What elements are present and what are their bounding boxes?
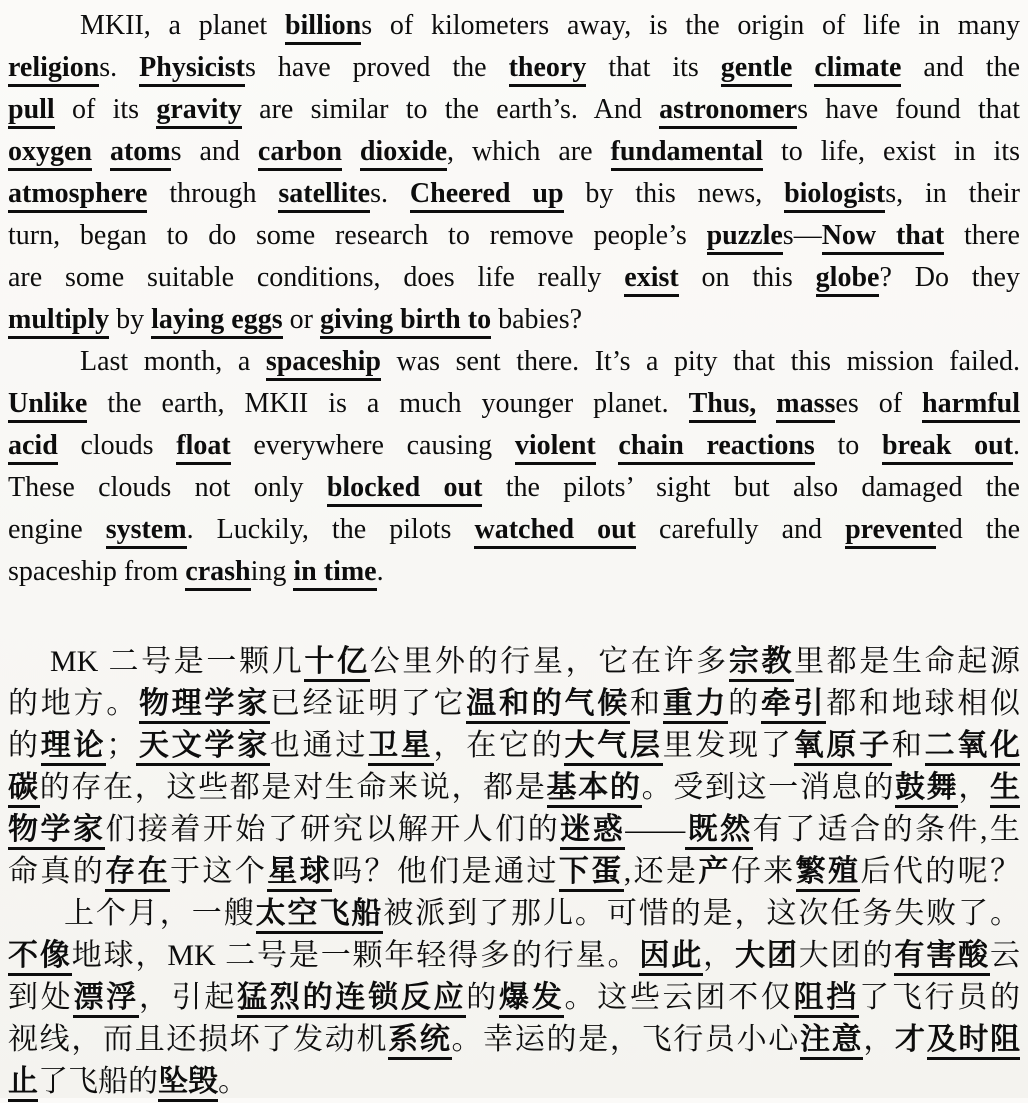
text-run: 都和地球相似 [826,687,1021,720]
vocab-term: prevent [845,514,936,549]
text-run: 被派到了那儿。可惜的是，这次任务失败了。 [383,897,1021,930]
text-run: ,还是 [623,855,699,888]
text-run: 已经证明了它 [269,687,467,720]
chinese-paragraph-1 [8,641,1020,893]
text-run [756,388,776,419]
text-run [596,430,619,461]
text-run: are similar to the earth’s. And [241,94,660,125]
vocab-term: 止 [8,1065,38,1102]
text-run: 命真的 [8,855,106,888]
vocab-term: 碳 [8,771,40,808]
vocab-term: Cheered up [410,178,564,213]
vocab-term: 星球 [267,855,332,892]
vocab-term: 猛烈的连锁反应 [237,981,466,1018]
text-run: ，引起 [138,981,238,1014]
text-run: . [1013,430,1021,461]
text-run: through [147,178,279,209]
text-run: 有了适合的条件,生 [752,813,1021,846]
vocab-term: 漂浮 [73,981,138,1018]
text-run: 里发现了 [662,729,794,762]
vocab-term: atmosphere [8,178,147,213]
english-paragraph-2 [8,341,1020,593]
text-line [8,935,1020,977]
text-run: . [376,556,384,587]
vocab-term: Now that [822,220,945,255]
vocab-term: chain reactions [618,430,814,465]
text-run: spaceship from [8,556,186,587]
vocab-term: oxygen [8,136,92,171]
english-paragraph-1 [8,5,1020,341]
text-run: ? Do they [879,262,1020,293]
vocab-term: theory [509,52,587,87]
text-run: s— [782,220,822,251]
vocab-term: 牵引 [761,687,826,724]
text-line [8,977,1020,1019]
text-run: 大团的 [798,939,895,972]
vocab-term: 鼓舞 [895,771,958,808]
text-run: 的 [466,981,500,1014]
vocab-term: 物学家 [8,813,105,850]
text-line [8,173,1020,215]
vocab-term: acid [8,430,58,465]
text-line [8,1019,1020,1061]
vocab-term: 温和的气候 [466,687,630,724]
text-run: by this news, [563,178,785,209]
text-run: by [109,304,152,335]
text-run: clouds [57,430,177,461]
vocab-term: 重力 [663,687,728,724]
vocab-term: billion [285,10,361,45]
text-run: there [944,220,1020,251]
text-run: 了飞船的 [38,1065,158,1098]
vocab-term: 十亿 [304,645,369,682]
vocab-term: satellite [278,178,370,213]
text-run: . Luckily, the pilots [186,514,475,545]
vocab-term: 迷惑 [560,813,625,850]
text-run: , which are [447,136,611,167]
text-line [8,215,1020,257]
text-run: 仔来 [730,855,796,888]
vocab-term: 产 [698,855,731,888]
vocab-term: float [176,430,230,465]
text-run: 和 [629,687,663,720]
text-line [8,89,1020,131]
vocab-term: 存在 [105,855,170,892]
vocab-term: dioxide [360,136,447,171]
text-run: or [282,304,320,335]
vocab-term: in time [293,556,376,591]
vocab-term: Physicist [139,52,245,87]
vocab-term: puzzle [707,220,783,255]
text-run: ing [250,556,294,587]
text-line [8,809,1020,851]
text-line [8,851,1020,893]
text-run [342,136,360,167]
text-run: on this [678,262,816,293]
text-run [92,136,110,167]
text-run: ，在它的 [433,729,565,762]
vocab-term: blocked out [327,472,483,507]
vocab-term: climate [814,52,901,87]
text-run: everywhere causing [230,430,515,461]
text-run: to [814,430,882,461]
text-run: MKII, a planet [80,10,285,41]
text-run: 吗？他们是通过 [332,855,559,888]
vocab-term: 下蛋 [559,855,624,892]
vocab-term: 基本的 [547,771,642,808]
vocab-term: religion [8,52,99,87]
vocab-term: 不像 [8,939,72,976]
text-line [8,425,1020,467]
vocab-term: laying eggs [151,304,282,339]
vocab-term: 物理学家 [139,687,270,724]
text-run: —— [625,813,686,846]
vocab-term: carbon [258,136,342,171]
vocab-term: 系统 [388,1023,451,1060]
text-run: s. [99,52,140,83]
vocab-term: fundamental [611,136,763,171]
text-run: engine [8,514,106,545]
text-run [792,52,814,83]
vocab-term: 太空飞船 [256,897,384,934]
vocab-term: globe [816,262,880,297]
text-run: 到处 [8,981,74,1014]
text-run: 。 [218,1065,248,1098]
vocab-term: Unlike [8,388,87,423]
text-run: ed the [936,514,1020,545]
vocab-term: 有害酸 [894,939,990,976]
vocab-term: 阻挡 [794,981,859,1018]
text-run: babies? [491,304,583,335]
text-run: s have proved the [244,52,509,83]
vocab-term: crash [185,556,250,591]
vocab-term: giving birth to [320,304,491,339]
vocab-term: gravity [156,94,242,129]
vocab-term: biologist [784,178,885,213]
vocab-term: harmful [922,388,1020,423]
vocab-term: 氧原子 [794,729,892,766]
vocab-term: 大团 [735,939,799,972]
text-run: ， [703,939,736,972]
vocab-term: 宗教 [729,645,794,682]
text-line [8,893,1020,935]
text-line [8,551,1020,593]
text-line [8,767,1020,809]
text-run: 公里外的行星，它在许多 [369,645,729,678]
text-run: MK 二号是一颗几 [50,645,305,678]
vocab-term: 理论 [41,729,106,766]
text-run: es of [835,388,922,419]
text-run: 。幸运的是，飞行员小心 [451,1023,800,1056]
text-run: and the [901,52,1021,83]
text-run: of its [54,94,157,125]
text-line [8,5,1020,47]
text-run: s have found that [797,94,1021,125]
vocab-term: 坠毁 [158,1065,218,1102]
text-run: the earth, MKII is a much younger planet. [87,388,689,419]
vocab-term: atom [110,136,171,171]
text-run: ； [106,729,137,762]
text-run: These clouds not only [8,472,327,503]
text-run: 。受到这一消息的 [641,771,895,804]
vocab-term: multiply [8,304,109,339]
vocab-term: spaceship [266,346,381,381]
text-run: 的地方。 [8,687,139,720]
text-line [8,641,1020,683]
text-line [8,341,1020,383]
text-run: Last month, a [80,346,266,377]
text-line [8,1061,1020,1103]
vocab-term: 爆发 [499,981,564,1018]
vocab-term: violent [515,430,596,465]
vocab-term: astronomer [659,94,797,129]
vocab-term: mass [776,388,835,423]
text-run: 。这些云团不仅 [564,981,794,1014]
text-line [8,299,1020,341]
text-run: the pilots’ sight but also damaged the [482,472,1020,503]
text-run: 的存在，这些都是对生命来说，都是 [39,771,547,804]
text-run: 们接着开始了研究以解开人们的 [105,813,561,846]
vocab-term: 生 [990,771,1020,808]
text-run: to life, exist in its [762,136,1021,167]
text-line [8,683,1020,725]
text-line [8,725,1020,767]
text-run: 了飞行员的 [859,981,1021,1014]
text-run: carefully and [635,514,846,545]
text-run: 里都是生命起源 [794,645,1021,678]
text-run: 于这个 [170,855,268,888]
text-line [8,467,1020,509]
vocab-term: break out [882,430,1013,465]
text-line [8,47,1020,89]
text-run: are some suitable conditions, does life really [8,262,625,293]
text-run: was sent there. It’s a pity that this mission failed. [380,346,1021,377]
text-run: 上个月，一艘 [64,897,256,930]
vocab-term: system [106,514,187,549]
text-run: 云 [990,939,1021,972]
text-run: 的 [728,687,761,720]
text-run: ， [863,1023,895,1056]
text-line [8,383,1020,425]
text-run: 也通过 [269,729,369,762]
text-run: s of kilometers away, is the origin of life in many [361,10,1021,41]
vocab-term: 卫星 [368,729,433,766]
text-run: 的 [8,729,41,762]
vocab-term: 既然 [685,813,752,850]
text-run: s. [370,178,410,209]
vocab-term: 天文学家 [136,729,270,766]
vocab-term: 才 [895,1023,927,1056]
text-line [8,509,1020,551]
vocab-term: 大气层 [564,729,662,766]
vocab-term: 二氧化 [925,729,1020,766]
text-run: ， [958,771,991,804]
text-line [8,131,1020,173]
vocab-term: 注意 [800,1023,863,1060]
vocab-term: Thus, [689,388,757,423]
text-run: s and [170,136,258,167]
text-run: s, in their [885,178,1020,209]
vocab-term: 及时阻 [927,1023,1020,1060]
vocab-term: gentle [721,52,793,87]
vocab-term: watched out [474,514,636,549]
vocab-term: 因此 [639,939,703,976]
vocab-term: 繁殖 [796,855,861,892]
vocab-term: exist [624,262,678,297]
text-run: 后代的呢？ [860,855,1021,888]
text-run: 地球，MK 二号是一颗年轻得多的行星。 [71,939,640,972]
vocab-term: pull [8,94,55,129]
text-run: 和 [891,729,925,762]
text-run: 视线，而且还损坏了发动机 [8,1023,389,1056]
text-line [8,257,1020,299]
text-run: that its [586,52,721,83]
text-run: turn, began to do some research to remove people’s [8,220,707,251]
chinese-paragraph-2 [8,893,1020,1103]
